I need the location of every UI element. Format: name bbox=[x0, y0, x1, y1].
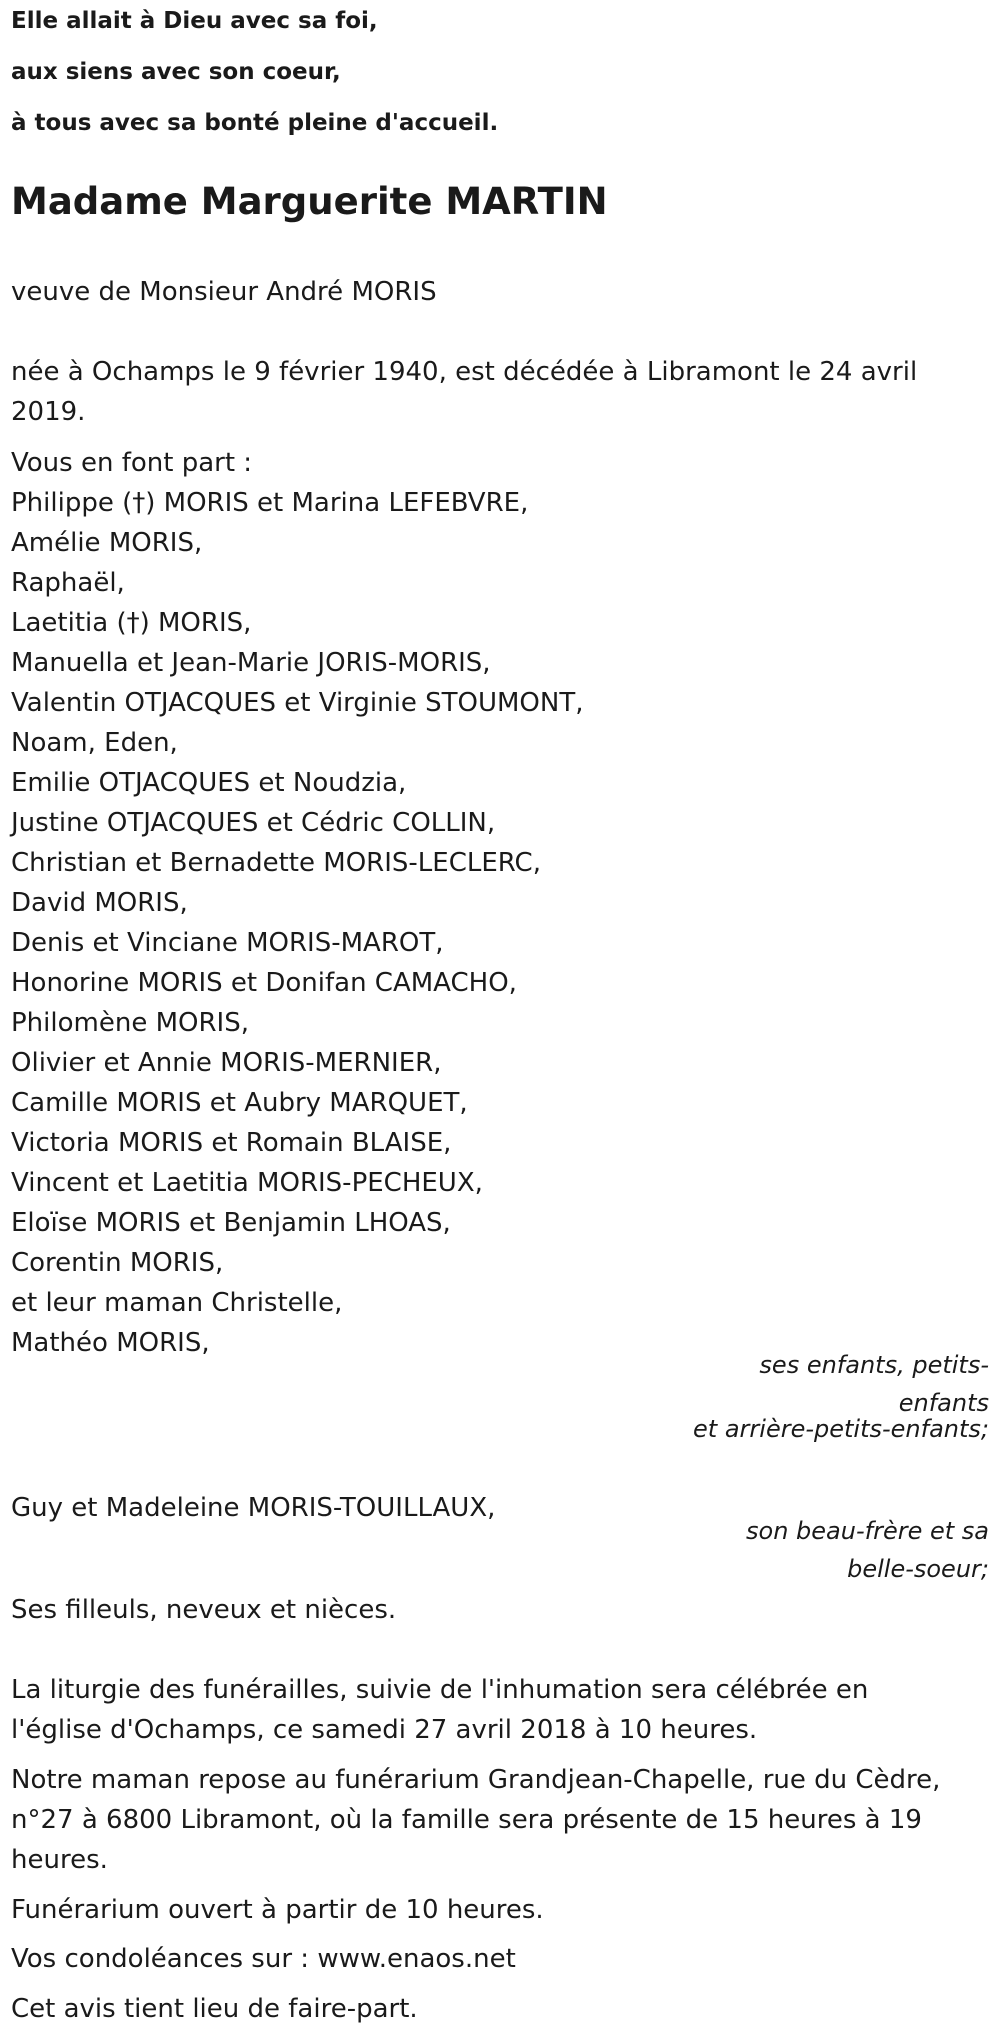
family-name: Honorine MORIS et Donifan CAMACHO, bbox=[11, 968, 517, 998]
family-name: Mathéo MORIS, bbox=[11, 1328, 210, 1358]
family-name: Philomène MORIS, bbox=[11, 1008, 249, 1038]
family-name: Victoria MORIS et Romain BLAISE, bbox=[11, 1128, 452, 1158]
quote-line-1: Elle allait à Dieu avec sa foi, bbox=[11, 8, 378, 34]
quote-line-3: à tous avec sa bonté pleine d'accueil. bbox=[11, 110, 499, 136]
condolences-line: Vos condoléances sur : www.enaos.net bbox=[11, 1944, 516, 1974]
inlaws-name: Guy et Madeleine MORIS-TOUILLAUX, bbox=[11, 1493, 496, 1523]
family-name: Christian et Bernadette MORIS-LECLERC, bbox=[11, 848, 541, 878]
role-children: ses enfants, petits-enfants bbox=[759, 1351, 989, 1417]
family-name: Camille MORIS et Aubry MARQUET, bbox=[11, 1088, 468, 1118]
family-name: et leur maman Christelle, bbox=[11, 1288, 343, 1318]
announce-intro: Vous en font part : bbox=[11, 448, 253, 478]
family-name: Amélie MORIS, bbox=[11, 528, 203, 558]
family-name: Philippe (†) MORIS et Marina LEFEBVRE, bbox=[11, 488, 529, 518]
rest-location-paragraph: Notre maman repose au funérarium Grandjean-Chapelle, rue du Cèdre, n°27 à 6800 Libramont, où la famille sera présente de 15 heures à 19 heures. bbox=[11, 1765, 941, 1875]
notice-line: Cet avis tient lieu de faire-part. bbox=[11, 1994, 418, 2024]
family-name: Valentin OTJACQUES et Virginie STOUMONT, bbox=[11, 688, 584, 718]
role-grandchildren: et arrière-petits-enfants; bbox=[693, 1415, 989, 1443]
family-name: Justine OTJACQUES et Cédric COLLIN, bbox=[11, 808, 496, 838]
family-name: David MORIS, bbox=[11, 888, 188, 918]
quote-line-2: aux siens avec son coeur, bbox=[11, 59, 341, 85]
family-name: Emilie OTJACQUES et Noudzia, bbox=[11, 768, 407, 798]
family-name: Eloïse MORIS et Benjamin LHOAS, bbox=[11, 1208, 451, 1238]
opening-hours-line: Funérarium ouvert à partir de 10 heures. bbox=[11, 1895, 544, 1925]
family-name: Olivier et Annie MORIS-MERNIER, bbox=[11, 1048, 442, 1078]
spouse-line: veuve de Monsieur André MORIS bbox=[11, 277, 437, 307]
godchildren-line: Ses filleuls, neveux et nièces. bbox=[11, 1595, 397, 1625]
family-names-list bbox=[11, 483, 583, 1363]
deceased-name: Madame Marguerite MARTIN bbox=[11, 180, 608, 223]
role-inlaws: son beau-frère et sa belle-soeur; bbox=[746, 1517, 989, 1583]
family-name: Manuella et Jean-Marie JORIS-MORIS, bbox=[11, 648, 491, 678]
family-name: Vincent et Laetitia MORIS-PECHEUX, bbox=[11, 1168, 483, 1198]
liturgy-paragraph: La liturgie des funérailles, suivie de l'inhumation sera célébrée en l'église d'Ochamps, ce samedi 27 avril 2018 à 10 heures. bbox=[11, 1675, 869, 1745]
family-name: Raphaël, bbox=[11, 568, 125, 598]
family-name: Corentin MORIS, bbox=[11, 1248, 224, 1278]
family-name: Noam, Eden, bbox=[11, 728, 178, 758]
birth-death-line: née à Ochamps le 9 février 1940, est décédée à Libramont le 24 avril 2019. bbox=[11, 357, 918, 427]
family-name: Laetitia (†) MORIS, bbox=[11, 608, 252, 638]
family-name: Denis et Vinciane MORIS-MAROT, bbox=[11, 928, 444, 958]
